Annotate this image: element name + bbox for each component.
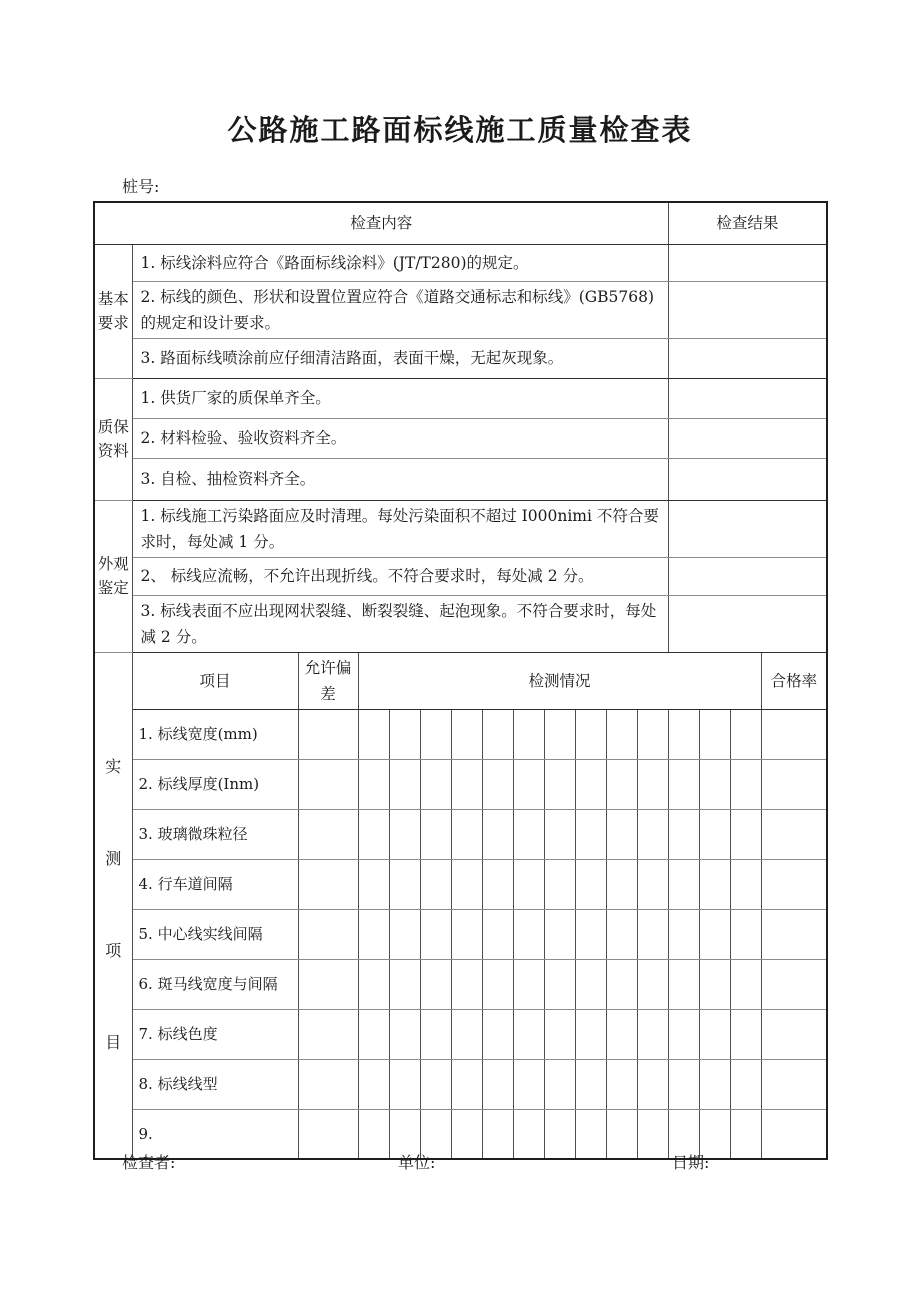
detection-cell[interactable] bbox=[606, 909, 637, 959]
measure-row bbox=[94, 759, 827, 809]
header-pass-rate: 合格率 bbox=[761, 652, 827, 709]
inspector-label: 检查者: bbox=[122, 1153, 176, 1172]
measure-row bbox=[94, 859, 827, 909]
detection-cell[interactable] bbox=[606, 1109, 637, 1159]
detection-cell[interactable] bbox=[544, 1109, 575, 1159]
detection-cell[interactable] bbox=[358, 759, 389, 809]
measure-row bbox=[94, 709, 827, 759]
detection-cell[interactable] bbox=[637, 1109, 668, 1159]
table-row bbox=[94, 244, 827, 281]
detection-cell[interactable] bbox=[482, 1059, 513, 1109]
pass-rate-cell[interactable] bbox=[761, 1059, 827, 1109]
detection-cell[interactable] bbox=[606, 709, 637, 759]
detection-cell[interactable] bbox=[513, 1109, 544, 1159]
pass-rate-cell[interactable] bbox=[761, 759, 827, 809]
inspection-item: 2、 标线应流畅，不允许出现折线。不符合要求时，每处减 2 分。 bbox=[132, 557, 668, 595]
measure-row bbox=[94, 809, 827, 859]
deviation-cell[interactable] bbox=[298, 1009, 358, 1059]
inspection-item: 3. 自检、抽检资料齐全。 bbox=[132, 458, 668, 500]
detection-cell[interactable] bbox=[668, 809, 699, 859]
detection-cell[interactable] bbox=[637, 1059, 668, 1109]
detection-cell[interactable] bbox=[637, 709, 668, 759]
deviation-cell[interactable] bbox=[298, 1059, 358, 1109]
detection-cell[interactable] bbox=[544, 859, 575, 909]
pass-rate-cell[interactable] bbox=[761, 859, 827, 909]
result-cell[interactable] bbox=[668, 281, 827, 338]
detection-cell[interactable] bbox=[358, 1059, 389, 1109]
detection-cell[interactable] bbox=[513, 959, 544, 1009]
detection-cell[interactable] bbox=[420, 959, 451, 1009]
detection-cell[interactable] bbox=[730, 859, 761, 909]
table-row bbox=[94, 338, 827, 378]
header-item: 项目 bbox=[132, 652, 298, 709]
result-cell[interactable] bbox=[668, 595, 827, 652]
detection-cell[interactable] bbox=[575, 959, 606, 1009]
detection-cell[interactable] bbox=[606, 1059, 637, 1109]
vertical-label-char: 测 bbox=[105, 849, 122, 869]
measure-row bbox=[94, 909, 827, 959]
detection-cell[interactable] bbox=[637, 1009, 668, 1059]
detection-cell[interactable] bbox=[668, 909, 699, 959]
detection-cell[interactable] bbox=[575, 759, 606, 809]
table-row bbox=[94, 458, 827, 500]
pass-rate-cell[interactable] bbox=[761, 809, 827, 859]
detection-cell[interactable] bbox=[544, 959, 575, 1009]
detection-cell[interactable] bbox=[606, 759, 637, 809]
deviation-cell[interactable] bbox=[298, 1109, 358, 1159]
measure-row bbox=[94, 1059, 827, 1109]
measure-header-row bbox=[94, 652, 827, 709]
detection-cell[interactable] bbox=[575, 709, 606, 759]
section-label-basic-requirements: 基本要求 bbox=[94, 244, 132, 378]
detection-cell[interactable] bbox=[358, 909, 389, 959]
detection-cell[interactable] bbox=[451, 1059, 482, 1109]
detection-cell[interactable] bbox=[451, 1009, 482, 1059]
inspection-table bbox=[93, 201, 828, 1160]
detection-cell[interactable] bbox=[482, 809, 513, 859]
detection-cell[interactable] bbox=[513, 909, 544, 959]
detection-cell[interactable] bbox=[389, 1009, 420, 1059]
detection-cell[interactable] bbox=[482, 759, 513, 809]
detection-cell[interactable] bbox=[699, 1059, 730, 1109]
header-detection-status: 检测情况 bbox=[358, 652, 761, 709]
detection-cell[interactable] bbox=[451, 909, 482, 959]
pass-rate-cell[interactable] bbox=[761, 1009, 827, 1059]
measure-row bbox=[94, 1009, 827, 1059]
table-header-row bbox=[94, 202, 827, 244]
detection-cell[interactable] bbox=[358, 1009, 389, 1059]
measure-item-label: 5. 中心线实线间隔 bbox=[132, 909, 298, 959]
detection-cell[interactable] bbox=[420, 859, 451, 909]
section-label-quality-assurance-docs: 质保资料 bbox=[94, 378, 132, 500]
detection-cell[interactable] bbox=[730, 1009, 761, 1059]
pass-rate-cell[interactable] bbox=[761, 1109, 827, 1159]
detection-cell[interactable] bbox=[730, 909, 761, 959]
detection-cell[interactable] bbox=[420, 709, 451, 759]
detection-cell[interactable] bbox=[482, 909, 513, 959]
inspection-item: 1. 标线施工污染路面应及时清理。每处污染面积不超过 I000nimi 不符合要求时，每处减 1 分。 bbox=[132, 500, 668, 557]
pass-rate-cell[interactable] bbox=[761, 709, 827, 759]
result-cell[interactable] bbox=[668, 338, 827, 378]
detection-cell[interactable] bbox=[544, 1059, 575, 1109]
detection-cell[interactable] bbox=[544, 809, 575, 859]
detection-cell[interactable] bbox=[389, 709, 420, 759]
detection-cell[interactable] bbox=[606, 809, 637, 859]
detection-cell[interactable] bbox=[451, 709, 482, 759]
detection-cell[interactable] bbox=[358, 1109, 389, 1159]
pass-rate-cell[interactable] bbox=[761, 959, 827, 1009]
detection-cell[interactable] bbox=[482, 959, 513, 1009]
vertical-label-char: 实 bbox=[105, 757, 122, 777]
detection-cell[interactable] bbox=[513, 809, 544, 859]
detection-cell[interactable] bbox=[606, 959, 637, 1009]
detection-cell[interactable] bbox=[420, 909, 451, 959]
inspection-item: 2. 材料检验、验收资料齐全。 bbox=[132, 418, 668, 458]
detection-cell[interactable] bbox=[544, 759, 575, 809]
detection-cell[interactable] bbox=[482, 1109, 513, 1159]
detection-cell[interactable] bbox=[699, 859, 730, 909]
deviation-cell[interactable] bbox=[298, 759, 358, 809]
detection-cell[interactable] bbox=[699, 959, 730, 1009]
result-cell[interactable] bbox=[668, 418, 827, 458]
detection-cell[interactable] bbox=[575, 909, 606, 959]
detection-cell[interactable] bbox=[420, 1009, 451, 1059]
detection-cell[interactable] bbox=[575, 1059, 606, 1109]
detection-cell[interactable] bbox=[513, 1059, 544, 1109]
detection-cell[interactable] bbox=[389, 1059, 420, 1109]
measure-item-label: 9. bbox=[132, 1109, 298, 1159]
pass-rate-cell[interactable] bbox=[761, 909, 827, 959]
detection-cell[interactable] bbox=[544, 909, 575, 959]
measure-item-label: 8. 标线线型 bbox=[132, 1059, 298, 1109]
detection-cell[interactable] bbox=[482, 709, 513, 759]
detection-cell[interactable] bbox=[668, 759, 699, 809]
detection-cell[interactable] bbox=[420, 809, 451, 859]
measure-item-label: 1. 标线宽度(mm) bbox=[132, 709, 298, 759]
detection-cell[interactable] bbox=[606, 859, 637, 909]
detection-cell[interactable] bbox=[606, 1009, 637, 1059]
detection-cell[interactable] bbox=[668, 859, 699, 909]
inspection-item: 1. 标线涂料应符合《路面标线涂料》(JT/T280)的规定。 bbox=[132, 244, 668, 281]
table-row bbox=[94, 500, 827, 557]
deviation-cell[interactable] bbox=[298, 859, 358, 909]
detection-cell[interactable] bbox=[730, 959, 761, 1009]
detection-cell[interactable] bbox=[420, 759, 451, 809]
date-label: 日期: bbox=[672, 1153, 710, 1172]
result-cell[interactable] bbox=[668, 458, 827, 500]
detection-cell[interactable] bbox=[668, 1059, 699, 1109]
detection-cell[interactable] bbox=[637, 959, 668, 1009]
detection-cell[interactable] bbox=[358, 959, 389, 1009]
detection-cell[interactable] bbox=[637, 859, 668, 909]
detection-cell[interactable] bbox=[699, 909, 730, 959]
detection-cell[interactable] bbox=[389, 859, 420, 909]
detection-cell[interactable] bbox=[451, 1109, 482, 1159]
detection-cell[interactable] bbox=[389, 959, 420, 1009]
detection-cell[interactable] bbox=[575, 1009, 606, 1059]
vertical-label-char: 目 bbox=[105, 1033, 122, 1053]
table-row bbox=[94, 557, 827, 595]
form-title: 公路施工路面标线施工质量检查表 bbox=[227, 113, 693, 147]
detection-cell[interactable] bbox=[699, 1009, 730, 1059]
detection-cell[interactable] bbox=[451, 959, 482, 1009]
vertical-label-char: 项 bbox=[105, 941, 122, 961]
measure-row bbox=[94, 959, 827, 1009]
measure-item-label: 7. 标线色度 bbox=[132, 1009, 298, 1059]
table-row bbox=[94, 378, 827, 418]
pile-number-label: 桩号: bbox=[122, 177, 160, 196]
section-label-measured-items bbox=[94, 652, 132, 1159]
inspection-item: 1. 供货厂家的质保单齐全。 bbox=[132, 378, 668, 418]
deviation-cell[interactable] bbox=[298, 959, 358, 1009]
detection-cell[interactable] bbox=[420, 1059, 451, 1109]
detection-cell[interactable] bbox=[575, 809, 606, 859]
table-row bbox=[94, 595, 827, 652]
detection-cell[interactable] bbox=[730, 709, 761, 759]
detection-cell[interactable] bbox=[544, 709, 575, 759]
detection-cell[interactable] bbox=[544, 1009, 575, 1059]
deviation-cell[interactable] bbox=[298, 909, 358, 959]
measure-item-label: 2. 标线厚度(Inm) bbox=[132, 759, 298, 809]
header-allowed-deviation: 允许偏差 bbox=[298, 652, 358, 709]
unit-label: 单位: bbox=[398, 1153, 436, 1172]
inspection-item: 3. 标线表面不应出现网状裂缝、断裂裂缝、起泡现象。不符合要求时，每处减 2 分。 bbox=[132, 595, 668, 652]
section-label-appearance-assessment: 外观鉴定 bbox=[94, 500, 132, 652]
detection-cell[interactable] bbox=[389, 909, 420, 959]
detection-cell[interactable] bbox=[637, 809, 668, 859]
measure-item-label: 3. 玻璃微珠粒径 bbox=[132, 809, 298, 859]
detection-cell[interactable] bbox=[730, 1059, 761, 1109]
detection-cell[interactable] bbox=[730, 1109, 761, 1159]
detection-cell[interactable] bbox=[358, 709, 389, 759]
header-inspection-content: 检查内容 bbox=[94, 202, 668, 244]
detection-cell[interactable] bbox=[358, 859, 389, 909]
detection-cell[interactable] bbox=[668, 709, 699, 759]
detection-cell[interactable] bbox=[451, 759, 482, 809]
header-inspection-result: 检查结果 bbox=[668, 202, 827, 244]
result-cell[interactable] bbox=[668, 557, 827, 595]
detection-cell[interactable] bbox=[389, 759, 420, 809]
detection-cell[interactable] bbox=[482, 1009, 513, 1059]
deviation-cell[interactable] bbox=[298, 809, 358, 859]
result-cell[interactable] bbox=[668, 500, 827, 557]
detection-cell[interactable] bbox=[668, 1009, 699, 1059]
detection-cell[interactable] bbox=[482, 859, 513, 909]
detection-cell[interactable] bbox=[730, 759, 761, 809]
detection-cell[interactable] bbox=[389, 809, 420, 859]
measure-item-label: 4. 行车道间隔 bbox=[132, 859, 298, 909]
inspection-item: 2. 标线的颜色、形状和设置位置应符合《道路交通标志和标线》(GB5768)的规定和设计要求。 bbox=[132, 281, 668, 338]
detection-cell[interactable] bbox=[637, 909, 668, 959]
table-row bbox=[94, 418, 827, 458]
detection-cell[interactable] bbox=[513, 1009, 544, 1059]
detection-cell[interactable] bbox=[451, 809, 482, 859]
detection-cell[interactable] bbox=[699, 709, 730, 759]
detection-cell[interactable] bbox=[668, 959, 699, 1009]
result-cell[interactable] bbox=[668, 244, 827, 281]
table-row bbox=[94, 281, 827, 338]
result-cell[interactable] bbox=[668, 378, 827, 418]
detection-cell[interactable] bbox=[451, 859, 482, 909]
detection-cell[interactable] bbox=[513, 859, 544, 909]
measure-item-label: 6. 斑马线宽度与间隔 bbox=[132, 959, 298, 1009]
detection-cell[interactable] bbox=[575, 1109, 606, 1159]
detection-cell[interactable] bbox=[699, 809, 730, 859]
detection-cell[interactable] bbox=[730, 809, 761, 859]
deviation-cell[interactable] bbox=[298, 709, 358, 759]
measure-row bbox=[94, 1109, 827, 1159]
detection-cell[interactable] bbox=[513, 759, 544, 809]
detection-cell[interactable] bbox=[637, 759, 668, 809]
measured-items-vertical-label bbox=[95, 675, 132, 1135]
detection-cell[interactable] bbox=[699, 759, 730, 809]
detection-cell[interactable] bbox=[358, 809, 389, 859]
inspection-item: 3. 路面标线喷涂前应仔细清洁路面，表面干燥，无起灰现象。 bbox=[132, 338, 668, 378]
detection-cell[interactable] bbox=[513, 709, 544, 759]
detection-cell[interactable] bbox=[575, 859, 606, 909]
